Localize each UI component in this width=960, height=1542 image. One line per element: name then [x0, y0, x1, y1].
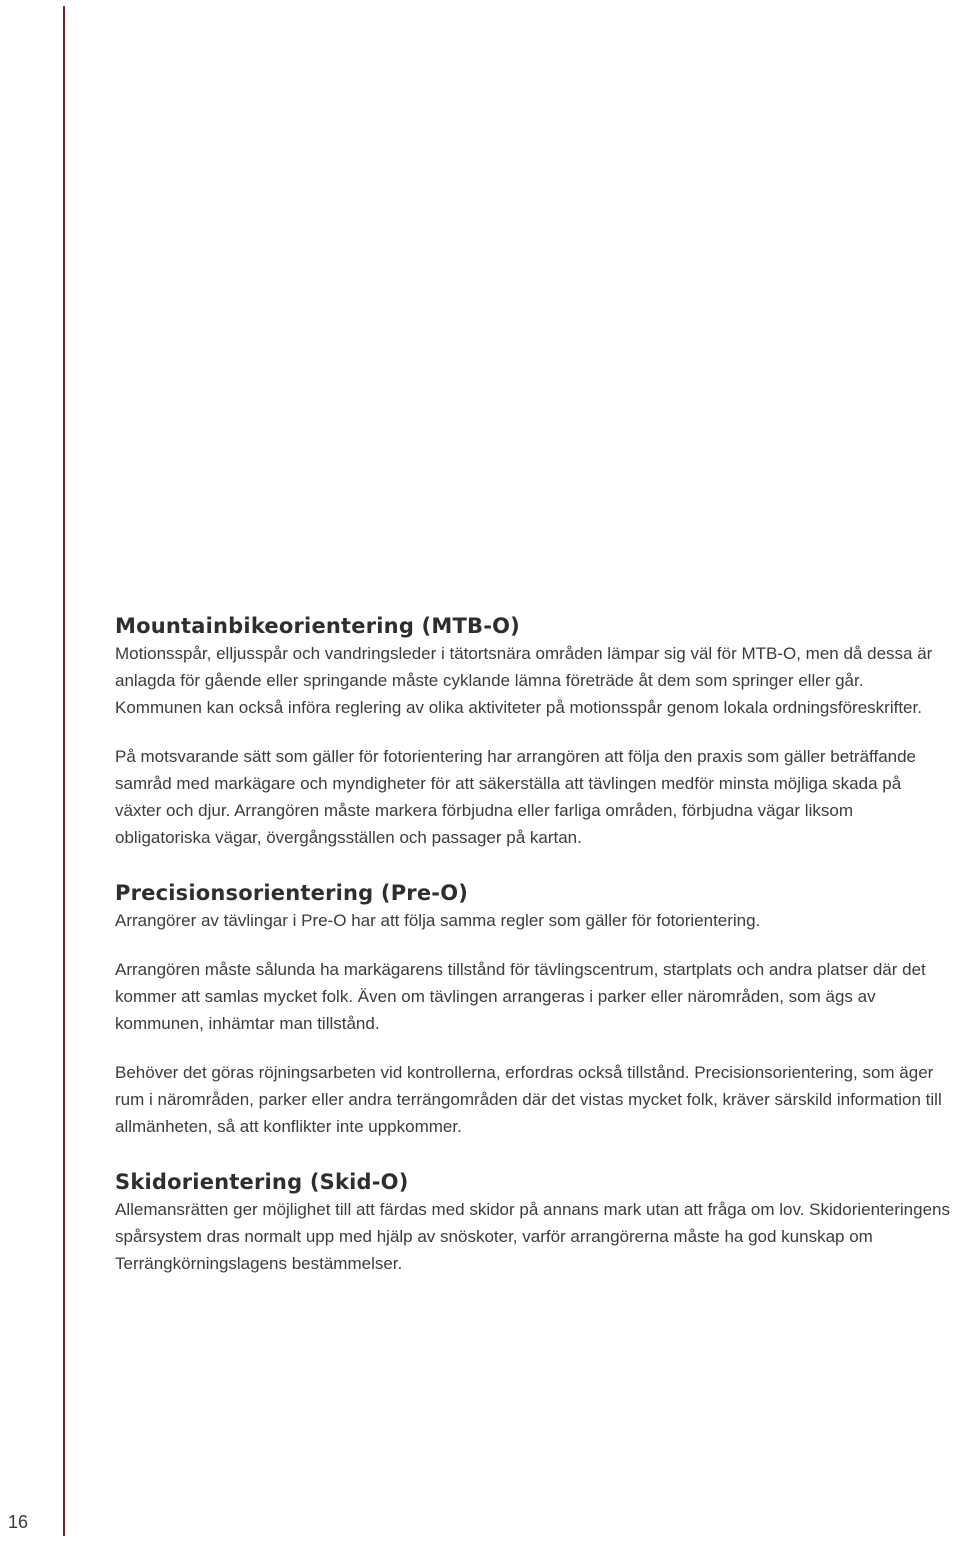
- paragraph: Arrangören måste sålunda ha markägarens tillstånd för tävlingscentrum, startplats och andra platser där det kommer att samlas mycket folk. Även om tävlingen arrangeras i parker eller närområden, som ägs av kommunen, inhämtar man tillstånd.: [115, 960, 926, 1033]
- section-mtb-o: [115, 612, 950, 851]
- section-skid-o: [115, 1168, 950, 1277]
- section-heading-pre-o: Precisionsorientering (Pre-O): [115, 881, 469, 905]
- paragraph: På motsvarande sätt som gäller för fotorientering har arrangören att följa den praxis som gäller beträffande samråd med markägare och myndigheter för att säkerställa att tävlingen medför minsta möjliga skada på växter och djur. Arrangören måste markera förbjudna eller farliga områden, förbjudna vägar liksom obligatoriska vägar, övergångsställen och passager på kartan.: [115, 747, 917, 847]
- margin-rule: [63, 6, 65, 1536]
- paragraph: Arrangörer av tävlingar i Pre-O har att följa samma regler som gäller för fotorientering.: [115, 911, 761, 930]
- paragraph: Motionsspår, elljusspår och vandringsleder i tätortsnära områden lämpar sig väl för MTB-O, men då dessa är anlagda för gående eller springande måste cyklande lämna företräde åt dem som springer eller går. Kommunen kan också införa reglering av olika aktiviteter på motionsspår genom lokala ordningsföreskrifter.: [115, 644, 933, 717]
- page-number: 16: [7, 1512, 28, 1532]
- paragraph: Allemansrätten ger möjlighet till att färdas med skidor på annans mark utan att fråga om lov. Skidorienteringens spårsystem dras normalt upp med hjälp av snöskoter, varför arrangörerna måste ha god kunskap om Terrängkörningslagens bestämmelser.: [115, 1200, 950, 1273]
- section-heading-skid-o: Skidorientering (Skid-O): [115, 1170, 409, 1194]
- document-body: [115, 612, 950, 1277]
- paragraph: Behöver det göras röjningsarbeten vid kontrollerna, erfordras också tillstånd. Precisionsorientering, som äger rum i närområden, parker eller andra terrängområden där det vistas mycket folk, kräver särskild information till allmänheten, så att konflikter inte uppkommer.: [115, 1063, 942, 1136]
- section-pre-o: [115, 879, 950, 1140]
- section-heading-mtb-o: Mountainbikeorientering (MTB-O): [115, 614, 520, 638]
